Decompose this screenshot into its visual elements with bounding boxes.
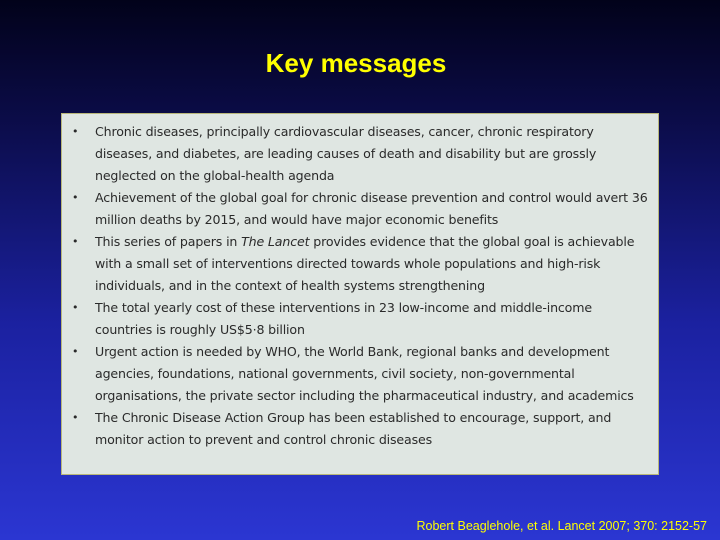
list-item	[70, 121, 650, 187]
bullet-icon: •	[72, 125, 79, 138]
message-text-after: provides evidence that the global goal is achievable with a small set of interventions directed towards whole populations and high-risk individuals, and in the context of health systems strengthening	[95, 234, 635, 293]
slide-title: Key messages	[265, 48, 447, 78]
list-item	[70, 187, 650, 231]
list-item	[70, 297, 650, 341]
message-text-before: This series of papers in	[95, 234, 242, 249]
message-text: Chronic diseases, principally cardiovascular diseases, cancer, chronic respiratory diseases, and diabetes, are leading causes of death and disability but are grossly neglected on the global-health agenda	[95, 124, 597, 183]
list-item	[70, 231, 650, 297]
citation: Robert Beaglehole, et al. Lancet 2007; 370: 2152-57	[416, 519, 707, 533]
bullet-icon: •	[72, 411, 79, 424]
message-text: The total yearly cost of these interventions in 23 low-income and middle-income countries is roughly US$5·8 billion	[95, 300, 592, 337]
message-text: The Chronic Disease Action Group has been established to encourage, support, and monitor action to prevent and control chronic diseases	[95, 410, 612, 447]
bullet-icon: •	[72, 191, 79, 204]
key-messages-box	[61, 113, 659, 475]
bullet-icon: •	[72, 301, 79, 314]
bullet-icon: •	[72, 235, 79, 248]
list-item	[70, 407, 650, 451]
key-messages-list	[70, 121, 650, 451]
bullet-icon: •	[72, 345, 79, 358]
list-item	[70, 341, 650, 407]
message-text: Achievement of the global goal for chronic disease prevention and control would avert 36 million deaths by 2015, and would have major economic benefits	[95, 190, 648, 227]
message-text: Urgent action is needed by WHO, the World Bank, regional banks and development agencies, foundations, national governments, civil society, non-governmental organisations, the private sector including the pharmaceutical industry, and academics	[95, 344, 634, 403]
journal-name: The Lancet	[241, 234, 310, 249]
